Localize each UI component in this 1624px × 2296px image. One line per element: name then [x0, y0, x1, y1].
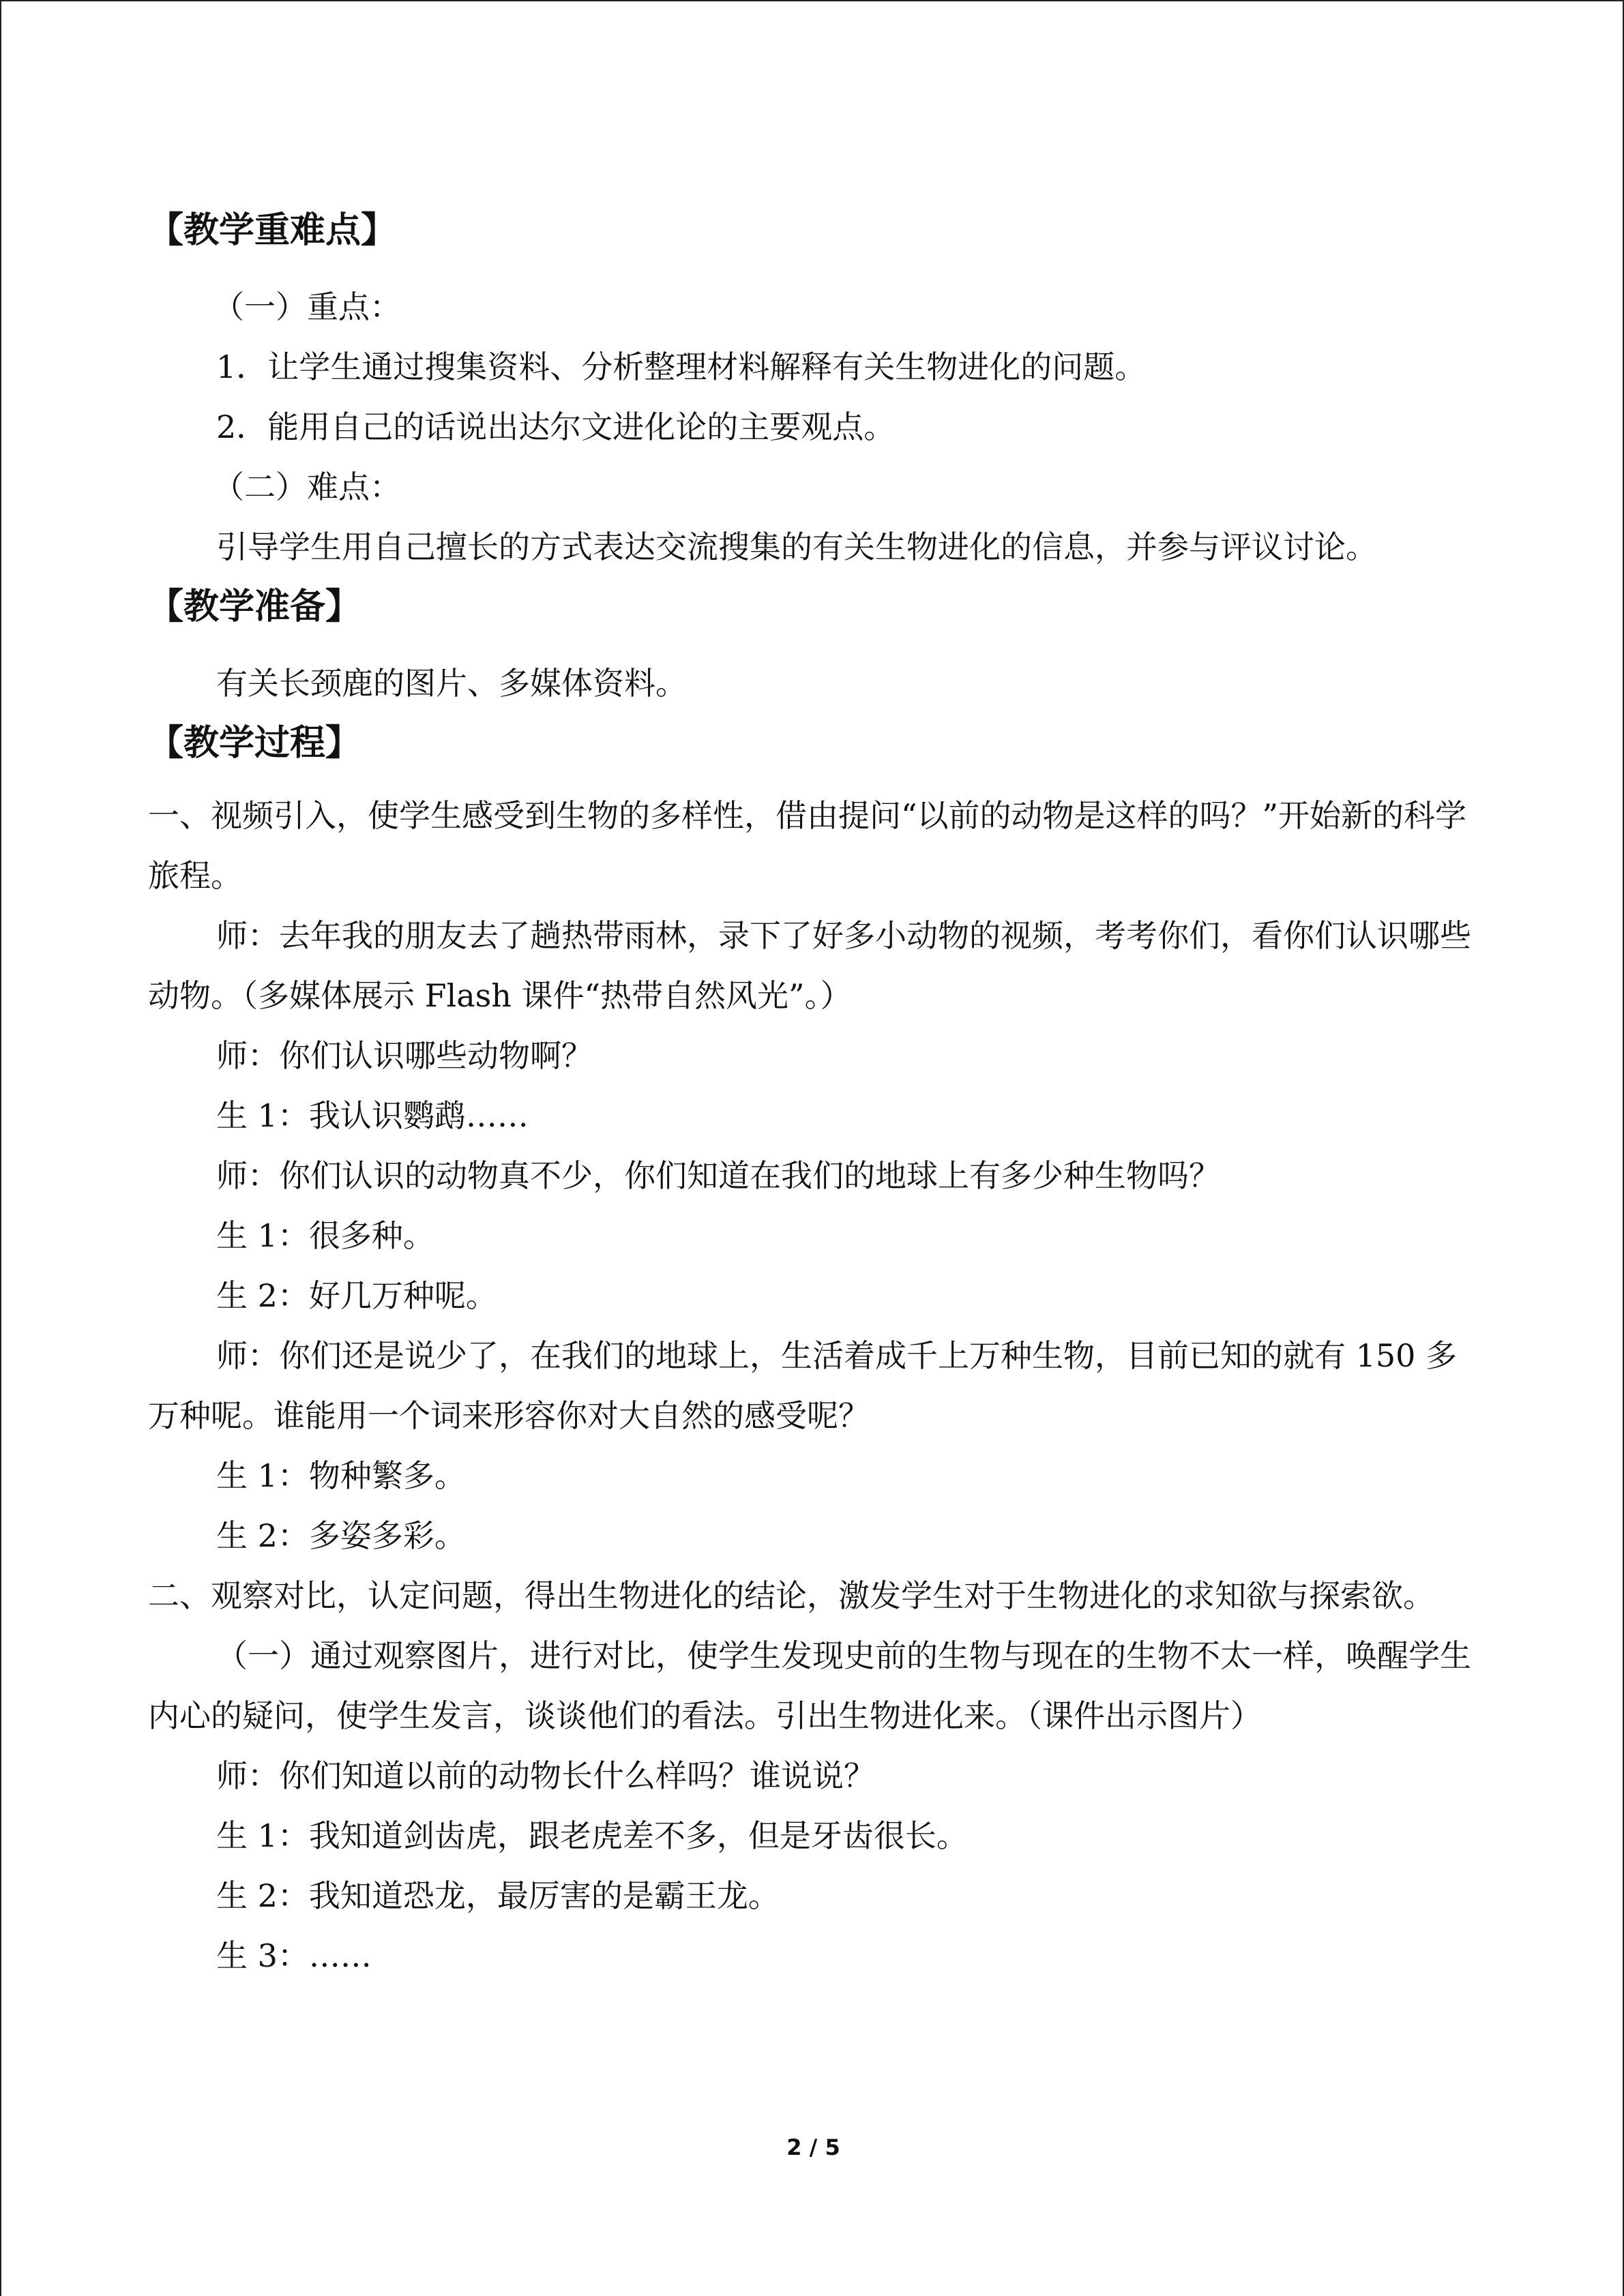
- section-1-title: 一、视频引入，使学生感受到生物的多样性，借由提问“以前的动物是这样的吗？”开始新的科学旅程。: [148, 797, 1467, 894]
- dialogue-line: 生 1：我认识鹦鹉……: [216, 1097, 529, 1134]
- focus-item-1: 1．让学生通过搜集资料、分析整理材料解释有关生物进化的问题。: [216, 348, 1147, 385]
- dialogue-line: 生 1：我知道剑齿虎，跟老虎差不多，但是牙齿很长。: [216, 1817, 968, 1854]
- heading-preparation: 【教学准备】: [148, 586, 361, 627]
- section-2-title: 二、观察对比，认定问题，得出生物进化的结论，激发学生对于生物进化的求知欲与探索欲。: [148, 1577, 1434, 1614]
- dialogue-line: 生 1：物种繁多。: [216, 1457, 466, 1494]
- dialogue-line: 师：你们还是说少了，在我们的地球上，生活着成千上万种生物，目前已知的就有 150 多万种呢。谁能用一个词来形容你对大自然的感受呢？: [148, 1337, 1458, 1434]
- subsection-1: （一）通过观察图片，进行对比，使学生发现史前的生物与现在的生物不太一样，唤醒学生内心的疑问，使学生发言，谈谈他们的看法。引出生物进化来。（课件出示图片）: [148, 1637, 1471, 1734]
- heading-key-points: 【教学重难点】: [148, 210, 397, 251]
- page-number: 2 / 5: [786, 2134, 840, 2160]
- focus-label: （一）重点：: [213, 288, 401, 325]
- dialogue-line: 师：你们认识哪些动物啊？: [216, 1037, 593, 1074]
- dialogue-line: 生 1：很多种。: [216, 1217, 434, 1254]
- dialogue-line: 师：你们认识的动物真不少，你们知道在我们的地球上有多少种生物吗？: [216, 1157, 1220, 1194]
- document-body: [148, 206, 1485, 1986]
- dialogue-line: 师：去年我的朋友去了趟热带雨林，录下了好多小动物的视频，考考你们，看你们认识哪些动物。（多媒体展示 Flash 课件“热带自然风光”。）: [148, 917, 1471, 1014]
- dialogue-line: 生 2：多姿多彩。: [216, 1517, 466, 1554]
- difficulty-label: （二）难点：: [213, 468, 401, 505]
- focus-item-2: 2．能用自己的话说出达尔文进化论的主要观点。: [216, 408, 896, 445]
- dialogue-line: 生 2：好几万种呢。: [216, 1277, 497, 1314]
- dialogue-line: 生 3：……: [216, 1937, 372, 1974]
- dialogue-line: 生 2：我知道恐龙，最厉害的是霸王龙。: [216, 1877, 780, 1914]
- heading-process: 【教学过程】: [148, 723, 361, 764]
- preparation-text: 有关长颈鹿的图片、多媒体资料。: [216, 665, 687, 702]
- dialogue-line: 师：你们知道以前的动物长什么样吗？谁说说？: [216, 1757, 875, 1794]
- difficulty-text: 引导学生用自己擅长的方式表达交流搜集的有关生物进化的信息，并参与评议讨论。: [216, 528, 1377, 565]
